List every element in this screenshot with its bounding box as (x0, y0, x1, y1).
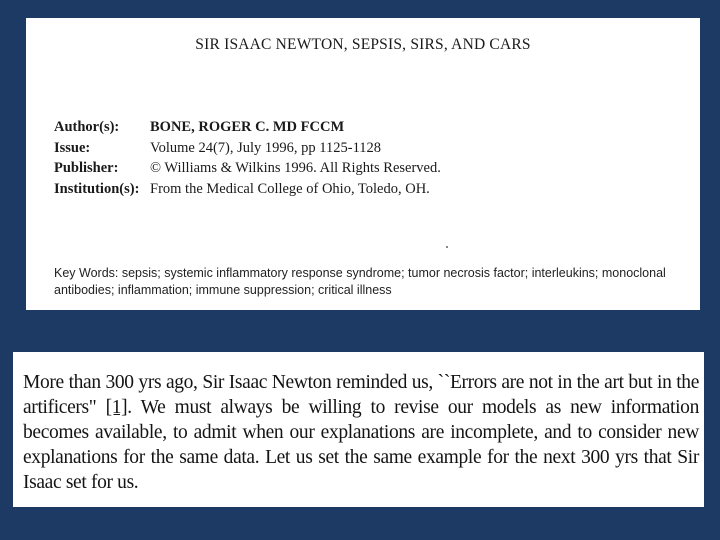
issue-value: Volume 24(7), July 1996, pp 1125-1128 (150, 139, 382, 156)
author-label: Author(s): (54, 119, 120, 135)
author-value: BONE, ROGER C. MD FCCM (150, 119, 345, 135)
article-metadata (54, 117, 441, 199)
excerpt-text-start: More than 300 yrs ago, Sir Isaac Newton reminded us, ``Errors are not in the art but in the artificers" (23, 372, 699, 418)
publisher-label: Publisher: (54, 160, 119, 176)
keywords-text: Key Words: sepsis; systemic inflammatory response syndrome; tumor necrosis factor; interleukins; monoclonal antibodies; inflammation; immune suppression; critical illness (54, 266, 666, 297)
excerpt-text-end: . We must always be willing to revise our models as new information becomes available, to admit when our explanations are incomplete, and to consider new explanations for the same data. Let us set the same example for the next 300 yrs that Sir Isaac set for us. (23, 397, 699, 493)
article-title: SIR ISAAC NEWTON, SEPSIS, SIRS, AND CARS (195, 36, 531, 53)
issue-label: Issue: (54, 139, 91, 156)
reference-citation: [1] (105, 397, 128, 418)
excerpt-paragraph (23, 370, 699, 495)
article-header-panel (26, 18, 700, 310)
excerpt-panel (13, 352, 704, 507)
institution-label: Institution(s): (54, 180, 140, 197)
metadata-row-publisher (54, 158, 441, 179)
institution-value: From the Medical College of Ohio, Toledo, OH. (150, 180, 430, 197)
metadata-row-author (54, 117, 441, 138)
publisher-value: © Williams & Wilkins 1996. All Rights Reserved. (150, 160, 441, 176)
scan-speck (446, 246, 448, 248)
metadata-row-issue (54, 138, 441, 159)
metadata-row-institution (54, 179, 441, 200)
